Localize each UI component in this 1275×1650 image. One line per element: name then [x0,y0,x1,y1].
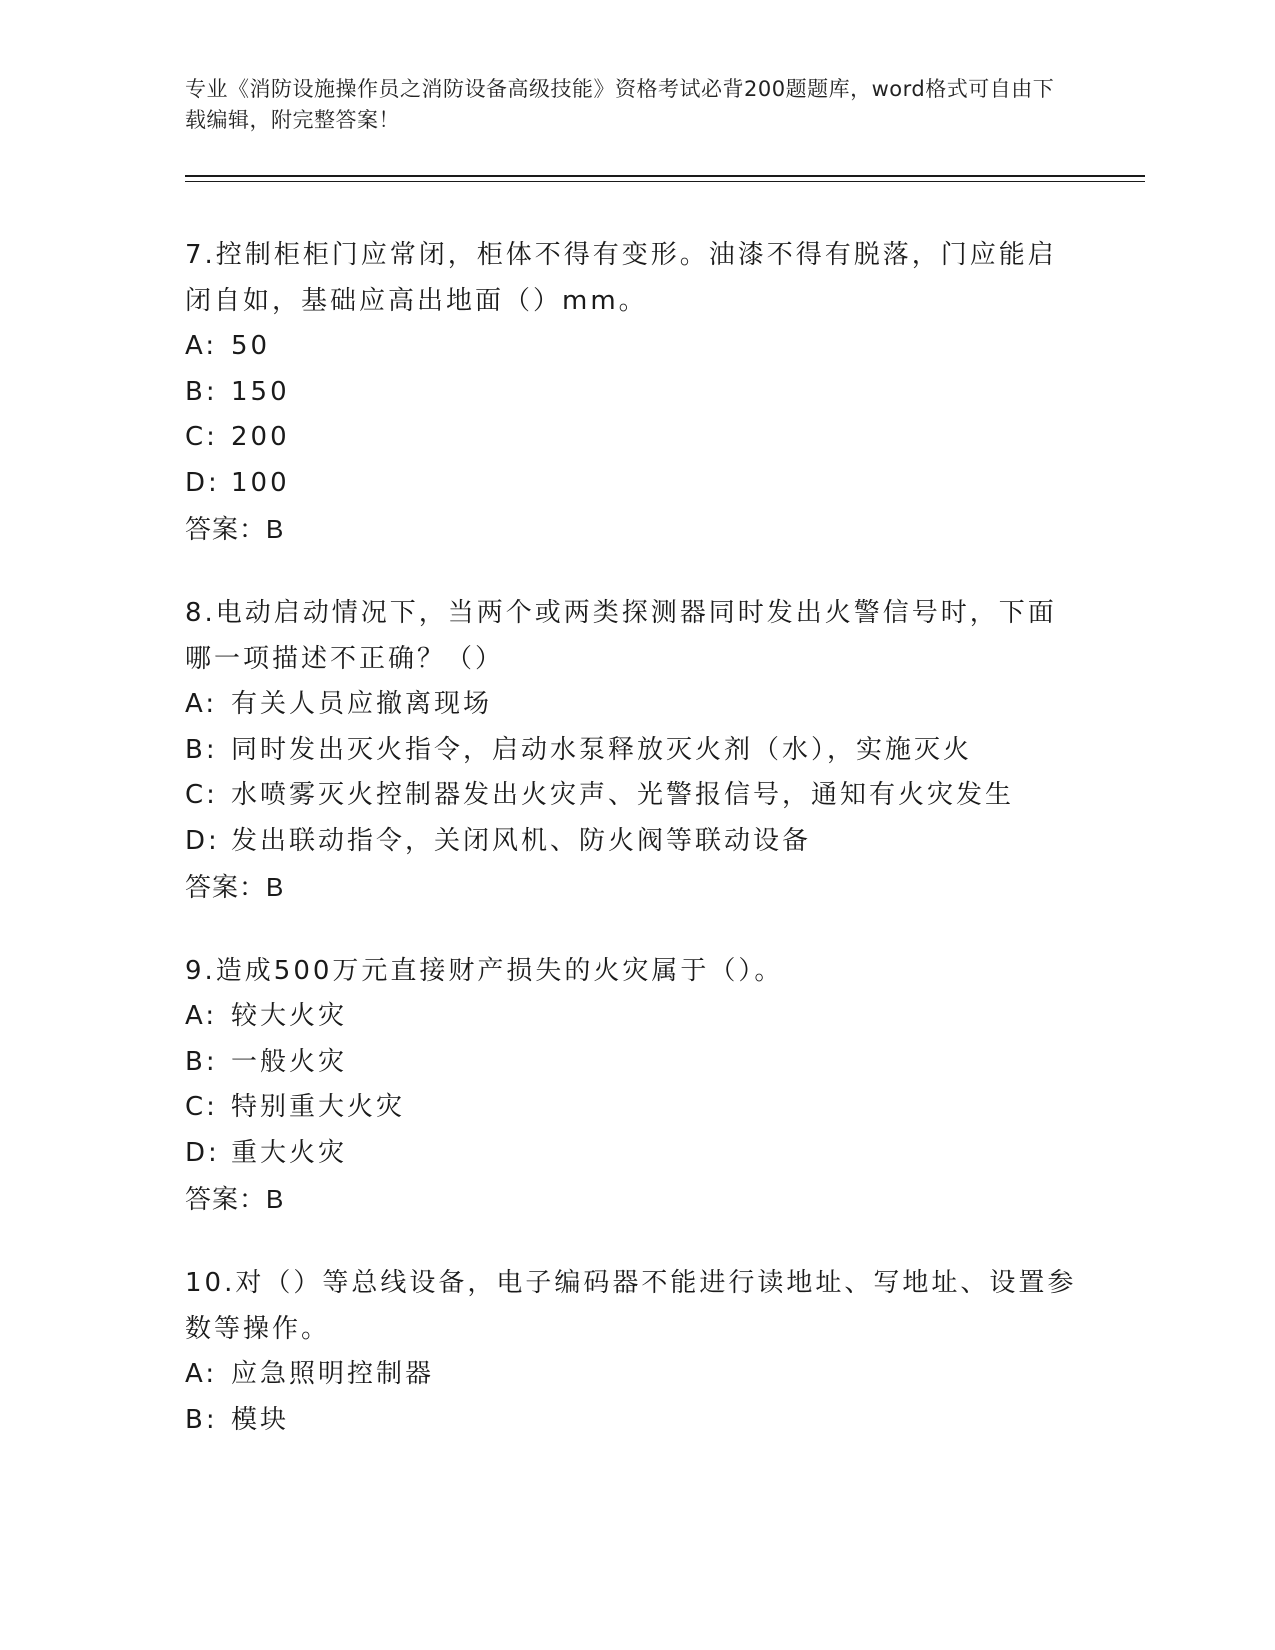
option-key: D: [185,1137,220,1168]
option-key: C: [185,780,218,810]
option-a [185,1352,1085,1398]
option-b [185,1398,1085,1444]
option-text: 发出联动指令，关闭风机、防火阀等联动设备 [231,825,812,856]
question-stem: 10.对（）等总线设备，电子编码器不能进行读地址、写地址、设置参数等操作。 [185,1268,1077,1344]
option-c [185,773,1085,819]
option-text: 重大火灾 [231,1137,348,1168]
option-key: B: [185,376,218,407]
option-text: 模块 [231,1404,290,1435]
question-stem: 9.造成500万元直接财产损失的火灾属于（）。 [185,956,784,986]
option-b [185,728,1085,774]
option-b [185,1040,1085,1086]
answer-line: 答案：B [185,872,285,902]
document-header: 专业《消防设施操作员之消防设备高级技能》资格考试必背200题题库，word格式可自由下载编辑，附完整答案！ [185,77,1055,132]
question-8 [185,590,1085,910]
question-10 [185,1260,1085,1443]
option-text: 较大火灾 [231,1001,348,1031]
header-divider [185,175,1145,177]
option-text: 同时发出灭火指令，启动水泵释放灭火剂（水），实施灭火 [231,734,973,765]
option-text: 特别重大火灾 [231,1092,406,1122]
option-text: 一般火灾 [231,1046,348,1077]
option-key: D: [185,825,220,856]
option-key: B: [185,1046,218,1077]
option-text: 200 [231,422,290,452]
option-key: C: [185,422,218,452]
option-d [185,1131,1085,1177]
option-text: 100 [231,467,290,498]
option-d [185,461,1085,507]
option-d [185,819,1085,865]
option-key: B: [185,734,218,765]
question-stem: 7.控制柜柜门应常闭，柜体不得有变形。油漆不得有脱落，门应能启闭自如，基础应高出地面（）mm。 [185,240,1057,316]
question-9 [185,948,1085,1222]
option-text: 水喷雾灭火控制器发出火灾声、光警报信号，通知有火灾发生 [231,780,1015,810]
option-b [185,370,1085,416]
option-c [185,1085,1085,1131]
option-c [185,415,1085,461]
question-stem: 8.电动启动情况下，当两个或两类探测器同时发出火警信号时，下面哪一项描述不正确？（） [185,598,1057,674]
answer-line: 答案：B [185,1184,285,1214]
option-text: 应急照明控制器 [231,1359,435,1389]
option-text: 150 [231,376,290,407]
option-a [185,324,1085,370]
option-key: C: [185,1092,218,1122]
option-key: A: [185,689,218,719]
answer-line: 答案：B [185,514,285,544]
question-7 [185,232,1085,552]
option-key: A: [185,1359,218,1389]
question-list [185,232,1085,1481]
option-key: D: [185,467,220,498]
option-text: 有关人员应撤离现场 [231,689,493,719]
option-text: 50 [231,331,271,361]
option-key: A: [185,331,218,361]
option-a [185,682,1085,728]
option-a [185,994,1085,1040]
option-key: A: [185,1001,218,1031]
header-divider-thin [185,181,1145,182]
option-key: B: [185,1404,218,1435]
